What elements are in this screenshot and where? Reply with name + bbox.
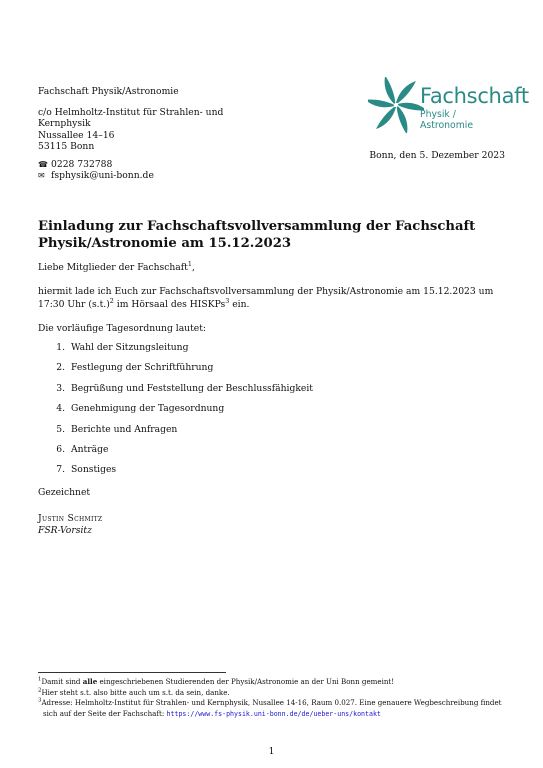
letter-title xyxy=(38,219,508,252)
footnotes xyxy=(38,677,513,719)
sender-phone: 0228 732788 xyxy=(51,158,113,170)
agenda-item xyxy=(50,444,313,464)
intro-part3: ein. xyxy=(229,298,250,310)
page-number: 1 xyxy=(268,746,275,757)
telephone-icon: ☎ xyxy=(38,159,48,169)
footnote-mark-1: 1 xyxy=(187,259,192,268)
footnote-3-link[interactable]: https://www.fs-physik.uni-bonn.de/de/ueber-uns/kontakt xyxy=(166,709,381,718)
agenda-item-text: Sonstiges xyxy=(71,464,117,476)
agenda-item-text: Anträge xyxy=(71,443,109,455)
agenda-item-number: 6. xyxy=(56,443,65,455)
footnote-1-text-a: Damit sind xyxy=(41,677,83,686)
footnote-1 xyxy=(38,677,513,688)
agenda-item-number: 2. xyxy=(56,362,65,374)
signer-block xyxy=(38,513,102,537)
envelope-icon: ✉ xyxy=(38,171,45,180)
footnote-2-text: Hier steht s.t. also bitte auch um s.t. da sein, danke. xyxy=(41,687,230,697)
footnote-3-text-line2: sich auf der Seite der Fachschaft: xyxy=(43,708,167,718)
footnote-3-mark: 3 xyxy=(38,697,42,704)
sender-phone-row xyxy=(38,159,223,171)
signer-name: Justin Schmitz xyxy=(38,513,103,524)
agenda-item-text: Genehmigung der Tagesordnung xyxy=(71,403,225,415)
agenda-item-text: Begrüßung und Feststellung der Beschlussfähigkeit xyxy=(71,382,313,394)
logo-subtitle: Physik / Astronomie xyxy=(420,109,474,131)
agenda-list xyxy=(50,342,313,485)
footnote-mark-3: 3 xyxy=(225,296,230,305)
agenda-item xyxy=(50,342,313,362)
sender-email: fsphysik@uni-bonn.de xyxy=(51,170,154,181)
fachschaft-logo xyxy=(368,75,529,137)
agenda-item-number: 4. xyxy=(56,403,65,415)
footnote-2-mark: 2 xyxy=(38,687,42,694)
agenda-item xyxy=(50,362,313,382)
intro-part1: hiermit lade ich Euch zur Fachschaftsvollversammlung der Physik/Astronomie am 15.12.2023 um 17:30 Uhr (s.t.) xyxy=(38,286,494,310)
intro-part2: im Hörsaal des HISKPs xyxy=(113,298,226,310)
footnote-divider xyxy=(38,672,226,673)
sender-org: Fachschaft Physik/Astronomie xyxy=(38,86,179,97)
footnote-3 xyxy=(38,698,513,709)
agenda-item xyxy=(50,383,313,403)
salutation-end: , xyxy=(191,262,195,273)
agenda-item xyxy=(50,424,313,444)
letter-date: Bonn, den 5. Dezember 2023 xyxy=(369,150,505,161)
sender-city: 53115 Bonn xyxy=(38,141,95,152)
footnote-3-text-line1: Adresse: Helmholtz-Institut für Strahlen- und Kernphysik, Nusallee 14-16, Raum 0.027. Eine genauere Wegbeschreibung findet xyxy=(41,698,502,708)
sender-co-line1: c/o Helmholtz-Institut für Strahlen- und xyxy=(38,106,224,118)
agenda-item-text: Festlegung der Schriftführung xyxy=(71,362,214,374)
title-line1: Einladung zur Fachschaftsvollversammlung der Fachschaft xyxy=(38,219,476,234)
footnote-1-text-b: eingeschriebenen Studierenden der Physik/Astronomie an der Uni Bonn gemeint! xyxy=(97,677,395,686)
agenda-intro: Die vorläufige Tagesordnung lautet: xyxy=(38,323,207,334)
salutation xyxy=(38,259,195,273)
footnote-mark-2: 2 xyxy=(109,296,114,305)
sender-co-line2: Kernphysik xyxy=(38,118,91,129)
footnote-2 xyxy=(38,688,513,699)
footnote-1-mark: 1 xyxy=(38,676,42,683)
salutation-text: Liebe Mitglieder der Fachschaft xyxy=(38,262,188,273)
footnote-1-emphasis: alle xyxy=(82,677,98,686)
agenda-item-text: Berichte und Anfragen xyxy=(71,423,178,435)
sender-address xyxy=(38,86,223,182)
signer-role: FSR-Vorsitz xyxy=(38,524,92,536)
agenda-item-number: 5. xyxy=(56,423,65,435)
title-line2: Physik/Astronomie am 15.12.2023 xyxy=(38,235,292,251)
invitation-paragraph xyxy=(38,286,508,311)
agenda-item xyxy=(50,403,313,423)
logo-title: Fachschaft xyxy=(420,84,529,108)
signed-label: Gezeichnet xyxy=(38,487,91,498)
pinwheel-logo-icon xyxy=(368,77,424,133)
sender-street: Nussallee 14–16 xyxy=(38,129,115,141)
sender-email-row xyxy=(38,170,223,182)
agenda-item xyxy=(50,464,313,484)
agenda-item-text: Wahl der Sitzungsleitung xyxy=(71,342,189,353)
agenda-item-number: 3. xyxy=(56,382,65,394)
agenda-item-number: 7. xyxy=(56,464,65,476)
footnote-3-cont xyxy=(38,709,513,720)
agenda-item-number: 1. xyxy=(56,342,65,353)
